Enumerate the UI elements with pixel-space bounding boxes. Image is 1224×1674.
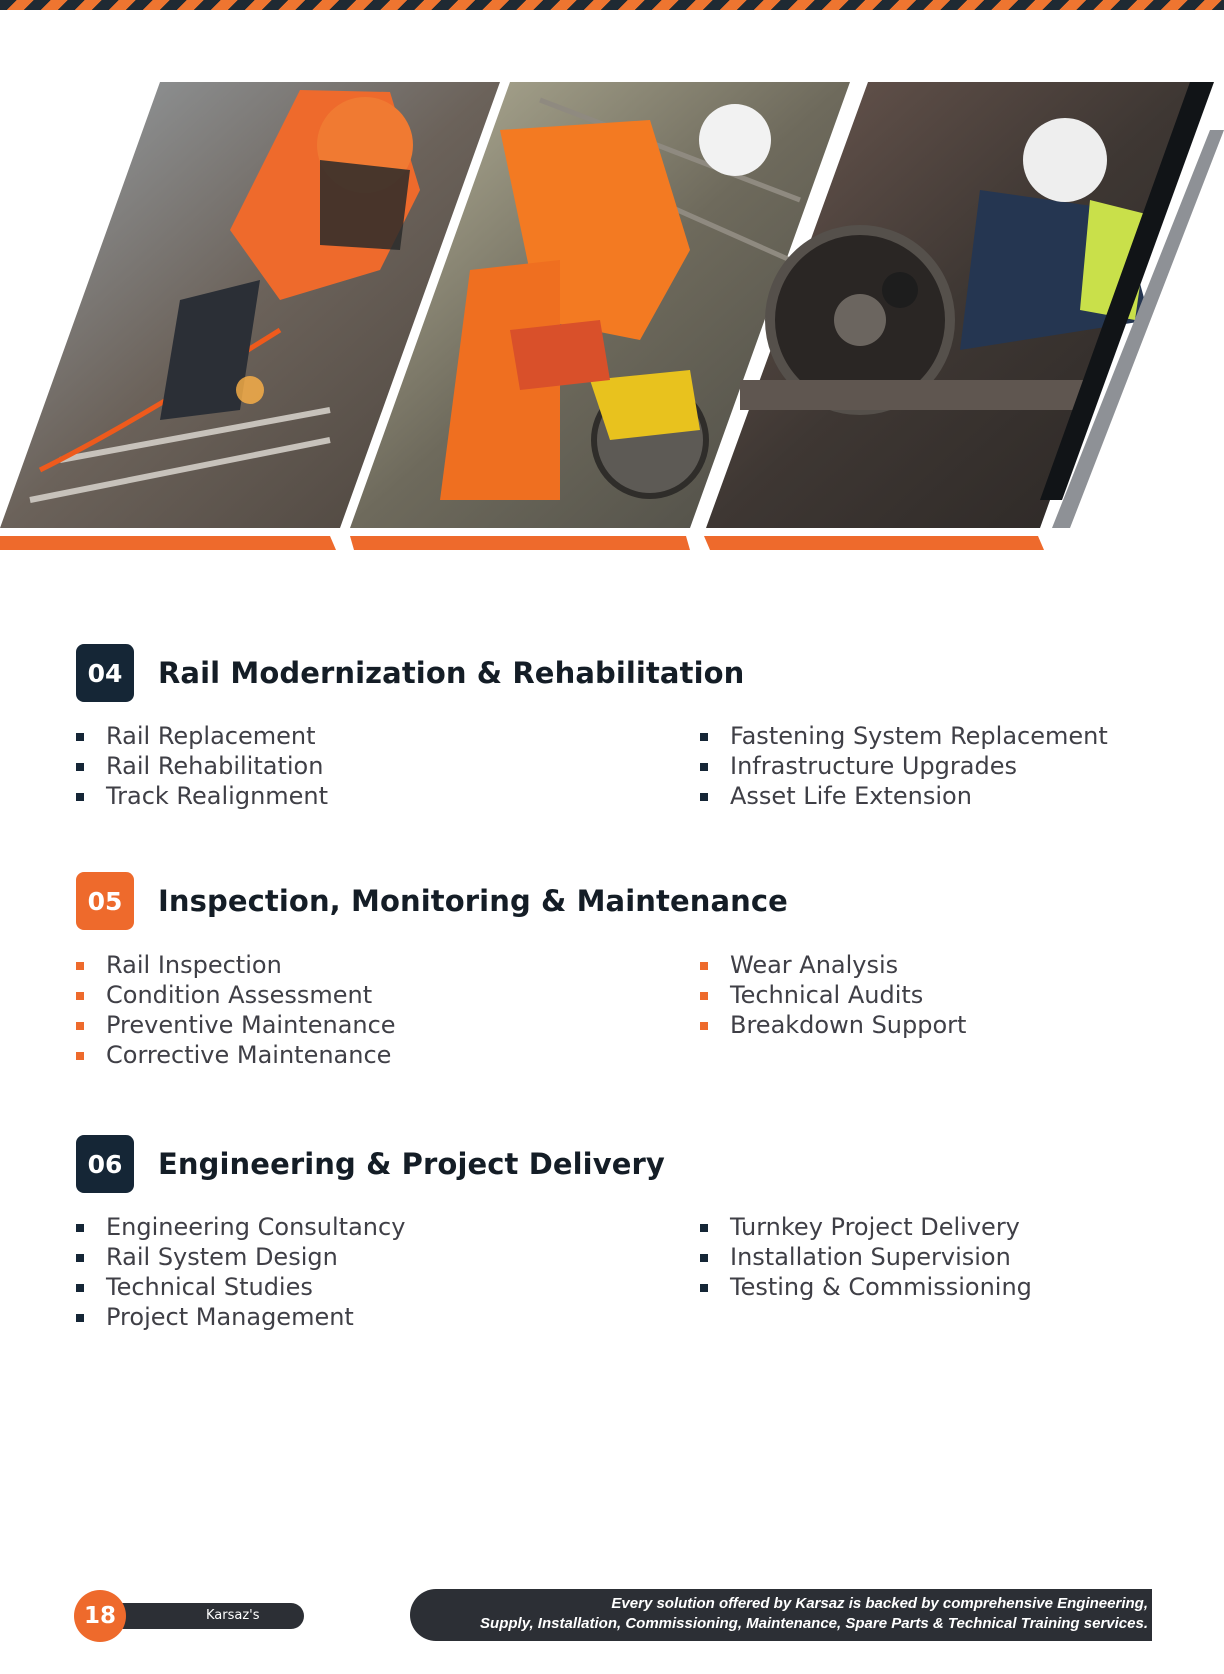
section-title: Inspection, Monitoring & Maintenance	[158, 884, 788, 918]
hazard-stripe-border	[0, 0, 1224, 10]
list-item: Technical Studies	[76, 1272, 405, 1302]
section-04-header	[76, 644, 744, 702]
bullet-icon	[76, 992, 84, 1000]
list-item: Testing & Commissioning	[700, 1272, 1032, 1302]
bullet-icon	[700, 962, 708, 970]
footer-note-line-2: Supply, Installation, Commissioning, Maintenance, Spare Parts & Technical Training services.	[480, 1615, 1148, 1632]
bullet-icon	[700, 1284, 708, 1292]
list-item: Infrastructure Upgrades	[700, 751, 1108, 781]
hero-photo-collage	[0, 80, 1224, 560]
bullet-icon	[76, 1314, 84, 1322]
list-item: Preventive Maintenance	[76, 1010, 396, 1040]
bullet-icon	[700, 1022, 708, 1030]
page-label-pill	[114, 1603, 304, 1649]
list-item: Rail Replacement	[76, 721, 328, 751]
section-04-left-list	[76, 721, 328, 811]
bullet-icon	[76, 1254, 84, 1262]
bullet-icon	[76, 1224, 84, 1232]
orange-bar-3	[704, 536, 1044, 550]
list-item: Project Management	[76, 1302, 405, 1332]
list-item: Rail System Design	[76, 1242, 405, 1272]
bullet-icon	[76, 1022, 84, 1030]
orange-bar-1	[0, 536, 336, 550]
bullet-icon	[700, 763, 708, 771]
list-item: Wear Analysis	[700, 950, 966, 980]
bullet-icon	[76, 962, 84, 970]
page-label: Karsaz's Profile	[206, 1608, 260, 1649]
list-item: Corrective Maintenance	[76, 1040, 396, 1070]
bullet-icon	[76, 1052, 84, 1060]
section-06-header	[76, 1135, 665, 1193]
list-item: Asset Life Extension	[700, 781, 1108, 811]
list-item: Technical Audits	[700, 980, 966, 1010]
bullet-icon	[700, 793, 708, 801]
list-item: Turnkey Project Delivery	[700, 1212, 1032, 1242]
orange-bar-2	[350, 536, 690, 550]
list-item: Rail Rehabilitation	[76, 751, 328, 781]
bullet-icon	[76, 733, 84, 741]
section-05-left-list	[76, 950, 396, 1070]
bullet-icon	[76, 1284, 84, 1292]
section-number-badge: 04	[76, 644, 134, 702]
bullet-icon	[700, 1224, 708, 1232]
section-04-right-list	[700, 721, 1108, 811]
section-05-right-list	[700, 950, 966, 1040]
list-item: Track Realignment	[76, 781, 328, 811]
section-number-badge: 06	[76, 1135, 134, 1193]
list-item: Installation Supervision	[700, 1242, 1032, 1272]
list-item: Fastening System Replacement	[700, 721, 1108, 751]
list-item: Engineering Consultancy	[76, 1212, 405, 1242]
footer-note-line-1: Every solution offered by Karsaz is backed by comprehensive Engineering,	[611, 1595, 1148, 1612]
bullet-icon	[700, 733, 708, 741]
bullet-icon	[76, 763, 84, 771]
section-06-right-list	[700, 1212, 1032, 1302]
section-number-badge: 05	[76, 872, 134, 930]
section-title: Engineering & Project Delivery	[158, 1147, 665, 1181]
section-06-left-list	[76, 1212, 405, 1332]
section-title: Rail Modernization & Rehabilitation	[158, 656, 745, 690]
footer-note	[410, 1589, 1152, 1641]
bullet-icon	[700, 992, 708, 1000]
page-number: 18	[74, 1590, 126, 1642]
list-item: Rail Inspection	[76, 950, 396, 980]
footer-page-indicator	[74, 1590, 260, 1649]
list-item: Breakdown Support	[700, 1010, 966, 1040]
section-05-header	[76, 872, 788, 930]
bullet-icon	[700, 1254, 708, 1262]
list-item: Condition Assessment	[76, 980, 396, 1010]
bullet-icon	[76, 793, 84, 801]
